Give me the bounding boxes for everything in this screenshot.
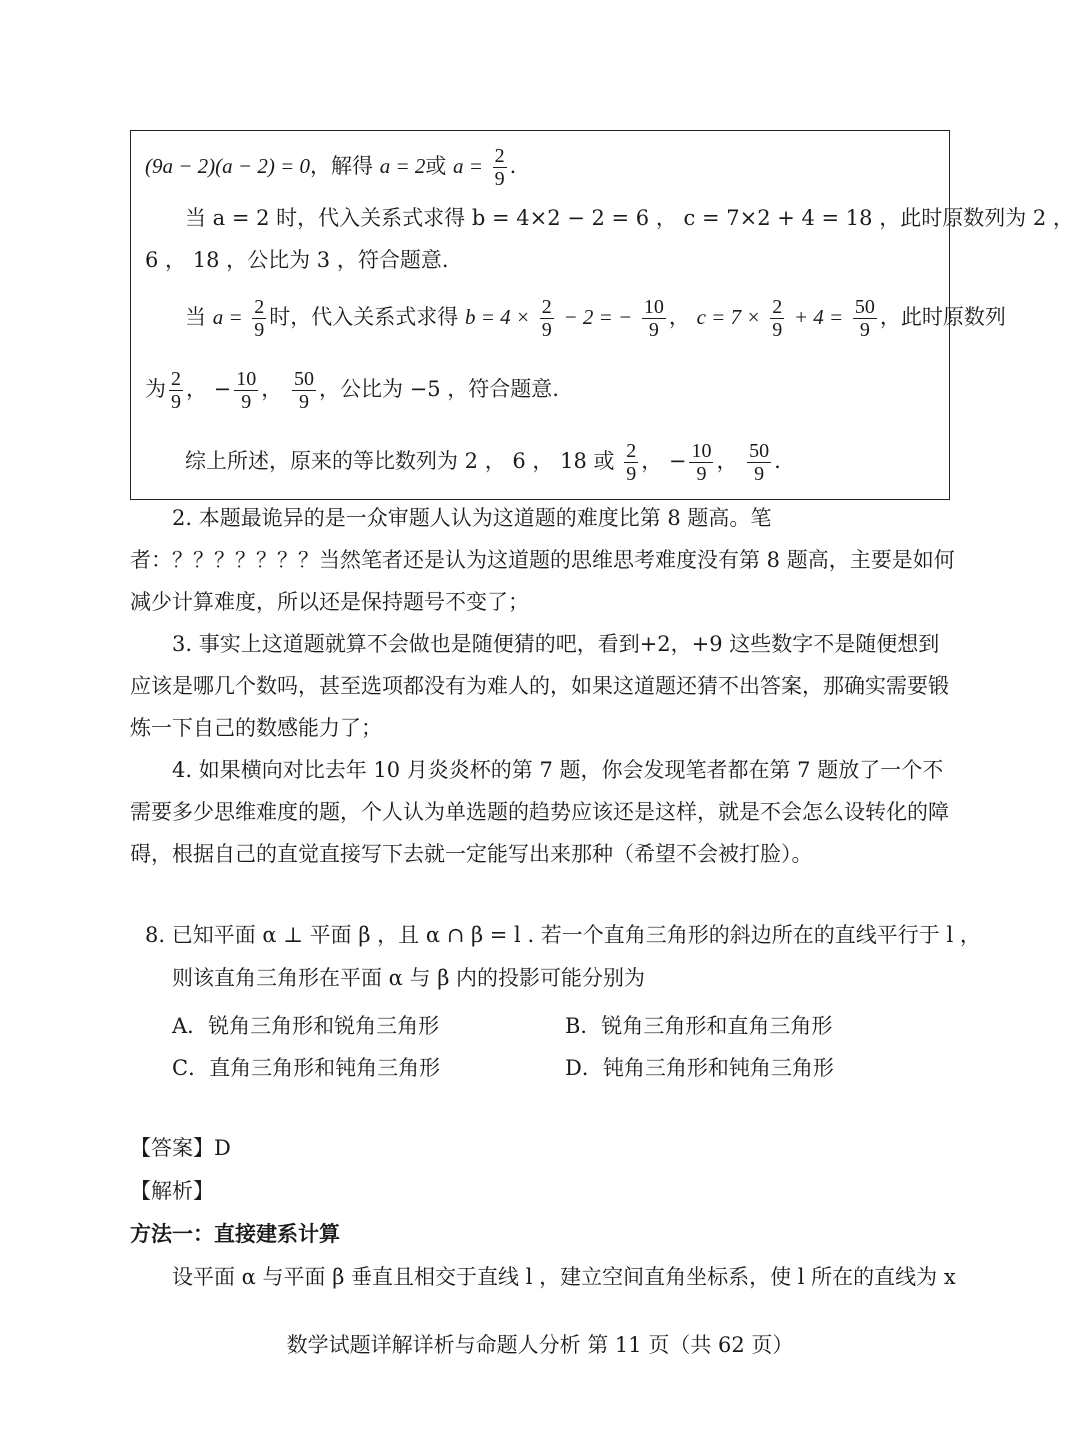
fraction-10-9: $\frac{10}{9}$ (236, 368, 257, 413)
analysis-text: 设平面 α 与平面 β 垂直且相交于直线 l ，建立空间直角坐标系，使 l 所在的直线为 x (172, 1265, 956, 1289)
note-2: 2. 本题最诡异的是一众审题人认为这道题的难度比第 8 题高。笔者：？？？？？？？当然笔者还是认为这道题的思维思考难度没有第 8 题高，主要是如何减少计算难度，所以还是保持题号不变了； (130, 506, 955, 614)
box-line-2: 当 a = 2 时，代入关系式求得 b = 4×2 − 2 = 6 ， c = 7×2 + 4 = 18 ，此时原数列为 2 ， (185, 206, 1074, 230)
note-4: 4. 如果横向对比去年 10 月炎炎杯的第 7 题，你会发现笔者都在第 7 题放了一个不需要多少思维难度的题，个人认为单选题的趋势应该还是这样，就是不会怎么设转化的障碍，根据自己的直觉直接写下去就一定能写出来那种（希望不会被打脸）。 (130, 758, 949, 866)
fraction-2-9: $\frac{2}{9}$ (541, 296, 552, 341)
method-heading: 方法一：直接建系计算 (130, 1221, 340, 1246)
answer-line: 【答案】D (130, 1136, 231, 1160)
option-d: D．钝角三角形和钝角三角形 (565, 1056, 834, 1080)
box-line-4: 当 a = $\frac{2}{9}$ 时，代入关系式求得 b = 4 × $\frac{2}{9}$ − 2 = − $\frac{10}{9}$ ， c = 7 × $\frac{2}{9}$ + 4 = $\frac{50}{9}$ ，此时原数列 (185, 296, 1006, 341)
option-a: A．锐角三角形和锐角三角形 (172, 1014, 440, 1038)
question-line-2: 则该直角三角形在平面 α 与 β 内的投影可能分别为 (172, 966, 646, 990)
fraction-10-9: $\frac{10}{9}$ (691, 440, 712, 485)
option-b: B．锐角三角形和直角三角形 (565, 1014, 833, 1038)
box-line-3: 6 ， 18 ，公比为 3 ，符合题意. (145, 248, 449, 272)
question-line-1: 8. 已知平面 α ⊥ 平面 β ，且 α ∩ β = l . 若一个直角三角形的斜边所在的直线平行于 l ， (145, 923, 981, 947)
fraction-2-9: $\frac{2}{9}$ (171, 368, 181, 413)
note-3: 3. 事实上这道题就算不会做也是随便猜的吧，看到+2，+9 这些数字不是随便想到应该是哪几个数吗，甚至选项都没有为难人的，如果这道题还猜不出答案，那确实需要锻炼一下自己的数感能力了； (130, 632, 949, 740)
fraction-2-9: $\frac{2}{9}$ (772, 296, 783, 341)
box-line-6: 综上所述，原来的等比数列为 2 ， 6 ， 18 或 $\frac{2}{9}$ ， − $\frac{10}{9}$ ， $\frac{50}{9}$ . (185, 440, 781, 485)
page-footer: 数学试题详解详析与命题人分析 第 11 页（共 62 页） (286, 1333, 794, 1357)
fraction-2-9: $\frac{2}{9}$ (254, 296, 265, 341)
equation: (9a − 2)(a − 2) = 0 (145, 154, 310, 178)
option-c: C．直角三角形和钝角三角形 (172, 1056, 441, 1080)
fraction-50-9: $\frac{50}{9}$ (293, 368, 314, 413)
fraction-2-9: $\frac{2}{9}$ (626, 440, 637, 485)
fraction-10-9: $\frac{10}{9}$ (643, 296, 664, 341)
box-line-5: 为 $\frac{2}{9}$ ， − $\frac{10}{9}$ ， $\frac{50}{9}$ ，公比为 −5 ，符合题意. (145, 368, 559, 413)
analysis-label: 【解析】 (130, 1179, 214, 1203)
fraction-50-9: $\frac{50}{9}$ (749, 440, 770, 485)
box-line-1: (9a − 2)(a − 2) = 0，解得 a = 2或 a = $\frac{2}{9}$ . (145, 145, 517, 190)
fraction-50-9: $\frac{50}{9}$ (854, 296, 875, 341)
fraction-2-9: $\frac{2}{9}$ (494, 145, 505, 190)
